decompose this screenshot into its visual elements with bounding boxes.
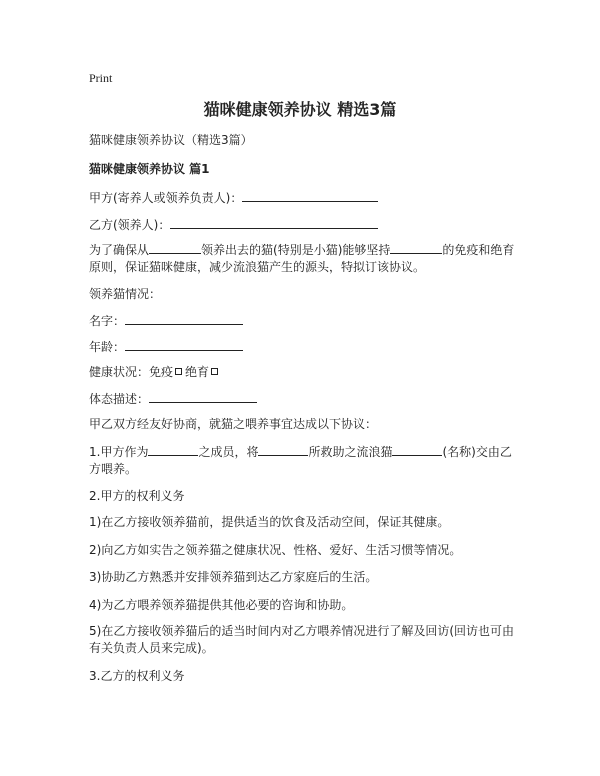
party-b-line [89, 215, 378, 234]
health-label: 健康状况：免疫 [89, 365, 174, 379]
party-b-blank [170, 215, 378, 229]
clause1-blank-3 [392, 442, 442, 456]
clause2-heading: 2.甲方的权利义务 [89, 489, 185, 503]
clause2-item-1: 1)在乙方接收领养猫前，提供适当的饮食及活动空间，保证其健康。 [89, 515, 450, 529]
clause1-text: 之成员，将 [198, 445, 259, 459]
clause1-blank-1 [148, 442, 198, 456]
clause3-heading: 3.乙方的权利义务 [89, 669, 185, 683]
party-a-label: 甲方(寄养人或领养负责人)： [89, 191, 243, 205]
age-label: 年龄： [89, 340, 126, 354]
name-blank [125, 311, 243, 325]
document-title: 猫咪健康领养协议 精选3篇 [203, 100, 397, 119]
age-blank [125, 337, 243, 351]
party-b-label: 乙方(领养人)： [89, 218, 171, 232]
body-desc-label: 体态描述： [89, 392, 150, 406]
party-a-line [89, 188, 378, 207]
print-label: Print [89, 71, 113, 85]
clause1-text: (名称)交由乙 [442, 445, 512, 459]
intro-line-2: 原则，保证猫咪健康，减少流浪猫产生的源头，特拟订该协议。 [89, 260, 426, 274]
document-subtitle: 猫咪健康领养协议（精选3篇） [89, 133, 253, 147]
clause1-blank-2 [258, 442, 308, 456]
name-label: 名字： [89, 314, 126, 328]
intro-blank-1 [149, 240, 201, 254]
intro-blank-2 [390, 240, 442, 254]
age-line [89, 337, 243, 356]
vaccinated-checkbox [175, 368, 182, 375]
clause1-text: 所救助之流浪猫 [308, 445, 393, 459]
clause2-item-5-line-2: 有关负责人员来完成)。 [89, 641, 214, 655]
consensus-text: 甲乙双方经友好协商，就猫之喂养事宜达成以下协议： [89, 417, 378, 431]
neutered-checkbox [211, 368, 218, 375]
clause1-line-2: 方喂养。 [89, 462, 138, 476]
clause2-item-4: 4)为乙方喂养领养猫提供其他必要的咨询和协助。 [89, 598, 354, 612]
body-desc-line [89, 389, 257, 408]
clause2-item-5-line-1: 5)在乙方接收领养猫后的适当时间内对乙方喂养情况进行了解及回访(回访也可由 [89, 624, 515, 638]
intro-text: 的免疫和绝育 [442, 243, 515, 257]
clause1-line-1 [89, 442, 512, 461]
intro-text: 为了确保从 [89, 243, 150, 257]
cat-info-heading: 领养猫情况： [89, 287, 162, 301]
health-line [89, 363, 221, 381]
intro-text: 领养出去的猫(特别是小猫)能够坚持 [201, 243, 391, 257]
section-heading: 猫咪健康领养协议 篇1 [89, 162, 210, 176]
clause2-item-2: 2)向乙方如实告之领养猫之健康状况、性格、爱好、生活习惯等情况。 [89, 543, 462, 557]
clause2-item-3: 3)协助乙方熟悉并安排领养猫到达乙方家庭后的生活。 [89, 570, 378, 584]
body-desc-blank [149, 389, 257, 403]
neutered-label: 绝育 [185, 365, 210, 379]
intro-line-1 [89, 240, 514, 259]
name-line [89, 311, 243, 330]
clause1-text: 1.甲方作为 [89, 445, 149, 459]
party-a-blank [242, 188, 378, 202]
